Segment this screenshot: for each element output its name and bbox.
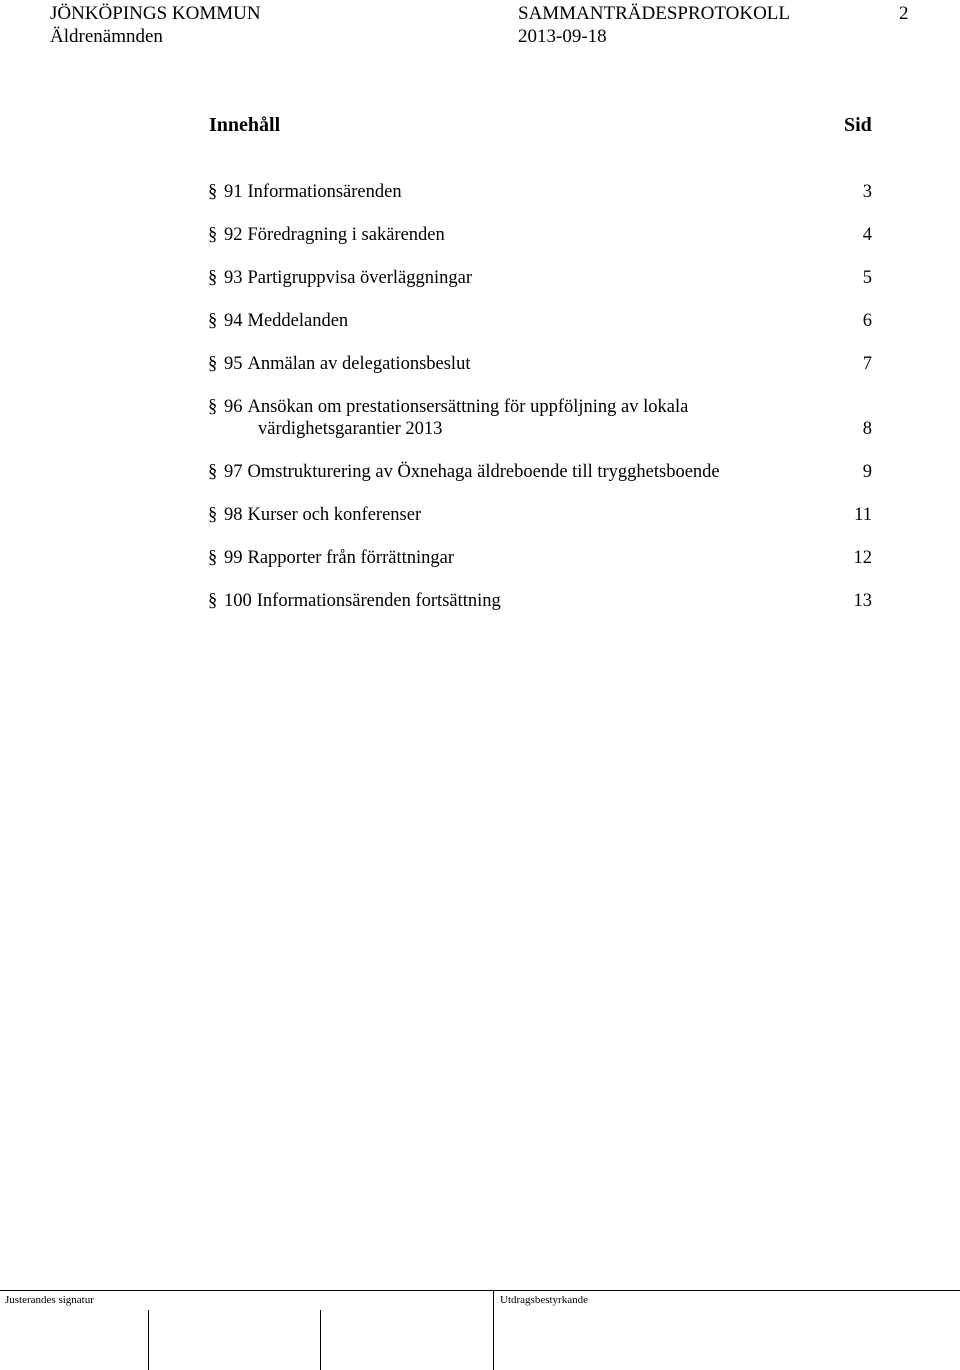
footer-divider [0, 1290, 960, 1291]
toc-entry-page: 11 [854, 505, 872, 525]
document-type: SAMMANTRÄDESPROTOKOLL [518, 3, 791, 24]
footer-divider-vertical [493, 1290, 494, 1370]
toc-entry-title: Partigruppvisa överläggningar [247, 268, 473, 288]
toc-entry-number: 98 [224, 505, 243, 525]
section-symbol: § [208, 397, 218, 417]
section-symbol: § [208, 182, 218, 202]
toc-entry-title: Rapporter från förrättningar [247, 548, 454, 568]
toc-entry-number: 95 [224, 354, 243, 374]
page-number: 2 [899, 3, 909, 24]
toc-entry-number: 92 [224, 225, 243, 245]
toc-entry-title: Föredragning i sakärenden [247, 225, 445, 245]
extract-certification-label: Utdragsbestyrkande [500, 1294, 588, 1306]
toc-entry-number: 91 [224, 182, 243, 202]
section-symbol: § [208, 311, 218, 331]
section-symbol: § [208, 354, 218, 374]
board-name: Äldrenämnden [50, 26, 163, 47]
toc-entry-title: Meddelanden [247, 311, 349, 331]
toc-entry-title: Informationsärenden fortsättning [256, 591, 501, 611]
toc-entry-page: 8 [862, 419, 872, 439]
toc-entry-page: 6 [862, 311, 872, 331]
toc-entry [208, 267, 874, 289]
toc-entry-number: 93 [224, 268, 243, 288]
section-symbol: § [208, 462, 218, 482]
toc-entry [208, 224, 874, 246]
toc-entry-number: 96 [224, 397, 243, 417]
toc-entry-page: 5 [862, 268, 872, 288]
toc-entry-title: Anmälan av delegationsbeslut [247, 354, 471, 374]
toc-entry-page: 7 [862, 354, 872, 374]
toc-entry [208, 461, 874, 483]
toc-entry-number: 99 [224, 548, 243, 568]
toc-entry-number: 100 [224, 591, 252, 611]
toc-page-column-label: Sid [844, 114, 872, 136]
section-symbol: § [208, 225, 218, 245]
toc-entry-title: Ansökan om prestationsersättning för uppföljning av lokala [247, 397, 689, 417]
toc-entry [208, 590, 874, 612]
toc-title: Innehåll [209, 114, 281, 136]
toc-entry-page: 12 [853, 548, 872, 568]
toc-entry [208, 310, 874, 332]
signature-box-divider [320, 1310, 321, 1370]
toc-entry-title-continued: värdighetsgarantier 2013 [258, 419, 443, 439]
toc-entry [208, 504, 874, 526]
meeting-date: 2013-09-18 [518, 26, 607, 47]
signature-box-divider [148, 1310, 149, 1370]
toc-entry-number: 94 [224, 311, 243, 331]
toc-entry [208, 181, 874, 203]
toc-entry [208, 353, 874, 375]
organization-name: JÖNKÖPINGS KOMMUN [50, 3, 261, 24]
toc-entry-page: 3 [862, 182, 872, 202]
section-symbol: § [208, 591, 218, 611]
toc-entry-page: 13 [853, 591, 872, 611]
toc-entry [208, 547, 874, 569]
toc-entry [208, 396, 874, 440]
toc-entry-title: Informationsärenden [247, 182, 402, 202]
signature-label: Justerandes signatur [5, 1294, 94, 1306]
table-of-contents [208, 181, 874, 633]
toc-entry-page: 4 [862, 225, 872, 245]
toc-entry-number: 97 [224, 462, 243, 482]
section-symbol: § [208, 505, 218, 525]
section-symbol: § [208, 268, 218, 288]
toc-entry-title: Kurser och konferenser [247, 505, 422, 525]
toc-entry-page: 9 [862, 462, 872, 482]
section-symbol: § [208, 548, 218, 568]
toc-entry-title: Omstrukturering av Öxnehaga äldreboende till trygghetsboende [247, 462, 720, 482]
